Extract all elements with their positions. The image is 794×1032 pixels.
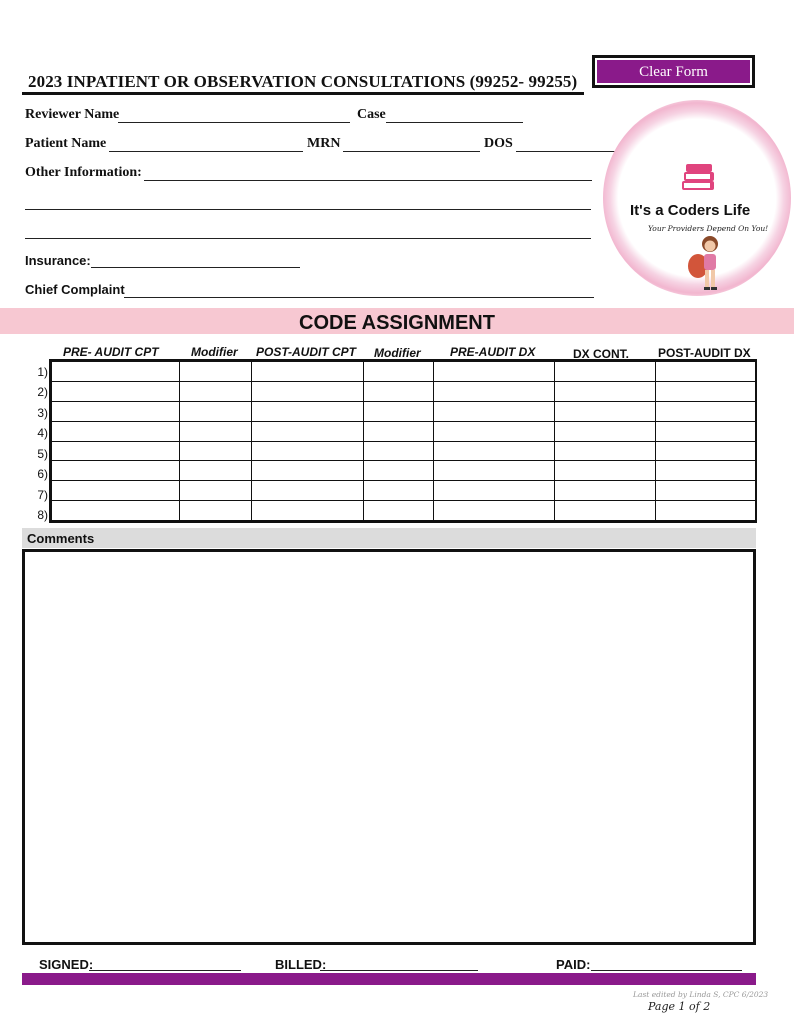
code-cell[interactable] (180, 381, 252, 401)
code-cell[interactable] (656, 481, 756, 501)
case-label: Case (357, 107, 386, 122)
code-cell[interactable] (252, 401, 364, 421)
code-cell[interactable] (555, 501, 656, 521)
code-cell[interactable] (180, 501, 252, 521)
code-cell[interactable] (434, 381, 555, 401)
code-assignment-grid (49, 359, 757, 523)
chief-complaint-label: Chief Complaint (25, 282, 125, 297)
other-information-label: Other Information: (25, 165, 142, 180)
chief-complaint-field[interactable] (124, 297, 594, 298)
code-cell[interactable] (656, 362, 756, 382)
code-cell[interactable] (555, 362, 656, 382)
col-modifier-2: Modifier (374, 346, 421, 360)
code-cell[interactable] (52, 481, 180, 501)
code-cell[interactable] (656, 401, 756, 421)
footer-bar (22, 973, 756, 985)
grid-row (52, 381, 756, 401)
code-cell[interactable] (180, 461, 252, 481)
row-number: 1) (37, 365, 48, 379)
code-cell[interactable] (555, 381, 656, 401)
title-divider (22, 92, 584, 95)
grid-row (52, 401, 756, 421)
code-cell[interactable] (52, 362, 180, 382)
row-number: 4) (37, 426, 48, 440)
grid-row (52, 362, 756, 382)
code-cell[interactable] (434, 421, 555, 441)
row-number: 2) (37, 385, 48, 399)
clear-form-label[interactable]: Clear Form (597, 60, 750, 83)
grid-row (52, 441, 756, 461)
other-information-line-3[interactable] (25, 238, 591, 239)
code-cell[interactable] (52, 461, 180, 481)
billed-field[interactable] (320, 970, 478, 971)
code-cell[interactable] (180, 441, 252, 461)
code-cell[interactable] (434, 481, 555, 501)
code-cell[interactable] (364, 421, 434, 441)
row-number: 7) (37, 488, 48, 502)
code-cell[interactable] (252, 381, 364, 401)
logo-name: It's a Coders Life (630, 202, 751, 219)
code-cell[interactable] (656, 461, 756, 481)
row-number: 6) (37, 467, 48, 481)
logo-tagline: Your Providers Depend On You! (648, 224, 769, 233)
row-number: 3) (37, 406, 48, 420)
col-pre-audit-dx: PRE-AUDIT DX (450, 345, 536, 359)
col-post-audit-cpt: POST-AUDIT CPT (256, 345, 357, 359)
code-cell[interactable] (434, 441, 555, 461)
page-number: Page 1 of 2 (648, 1000, 711, 1013)
code-cell[interactable] (555, 401, 656, 421)
clear-form-button[interactable] (592, 55, 755, 88)
row-number: 8) (37, 508, 48, 522)
code-cell[interactable] (252, 501, 364, 521)
code-cell[interactable] (180, 481, 252, 501)
code-cell[interactable] (555, 461, 656, 481)
case-field[interactable] (386, 122, 523, 123)
comments-label: Comments (27, 531, 95, 546)
code-cell[interactable] (364, 401, 434, 421)
code-cell[interactable] (252, 461, 364, 481)
code-cell[interactable] (364, 481, 434, 501)
dos-label: DOS (484, 136, 513, 151)
code-cell[interactable] (180, 362, 252, 382)
paid-field[interactable] (591, 970, 742, 971)
grid-row (52, 461, 756, 481)
row-number: 5) (37, 447, 48, 461)
reviewer-name-field[interactable] (118, 122, 350, 123)
mrn-label: MRN (307, 136, 341, 151)
form-title: 2023 INPATIENT OR OBSERVATION CONSULTATIONS (99252- 99255) (28, 72, 578, 91)
insurance-field[interactable] (91, 267, 300, 268)
code-cell[interactable] (252, 421, 364, 441)
billed-label: BILLED: (275, 957, 327, 972)
comments-header (22, 528, 756, 548)
code-cell[interactable] (52, 421, 180, 441)
reviewer-name-label: Reviewer Name (25, 107, 120, 122)
code-cell[interactable] (180, 401, 252, 421)
code-cell[interactable] (52, 381, 180, 401)
coder-avatar-icon (684, 234, 728, 294)
code-cell[interactable] (434, 461, 555, 481)
patient-name-label: Patient Name (25, 136, 107, 151)
col-dx-cont: DX CONT. (573, 347, 630, 361)
code-cell[interactable] (252, 481, 364, 501)
code-cell[interactable] (656, 501, 756, 521)
paid-label: PAID: (556, 957, 591, 972)
mrn-field[interactable] (343, 151, 480, 152)
books-icon (680, 163, 716, 193)
grid-row (52, 481, 756, 501)
other-information-line-2[interactable] (25, 209, 591, 210)
patient-name-field[interactable] (109, 151, 303, 152)
insurance-label: Insurance: (25, 253, 91, 268)
code-cell[interactable] (180, 421, 252, 441)
code-assignment-title: CODE ASSIGNMENT (299, 312, 495, 334)
last-edited-note: Last edited by Linda S, CPC 6/2023 (633, 990, 769, 999)
signed-label: SIGNED: (39, 957, 94, 972)
col-post-audit-dx: POST-AUDIT DX (658, 346, 751, 360)
code-cell[interactable] (364, 381, 434, 401)
code-cell[interactable] (656, 421, 756, 441)
code-cell[interactable] (434, 501, 555, 521)
code-cell[interactable] (656, 441, 756, 461)
code-cell[interactable] (555, 421, 656, 441)
grid-row (52, 421, 756, 441)
other-information-field[interactable] (144, 180, 592, 181)
code-cell[interactable] (364, 501, 434, 521)
code-cell[interactable] (364, 461, 434, 481)
code-cell[interactable] (252, 362, 364, 382)
code-cell[interactable] (52, 401, 180, 421)
signed-field[interactable] (89, 970, 241, 971)
grid-row (52, 501, 756, 521)
code-cell[interactable] (434, 401, 555, 421)
code-cell[interactable] (52, 501, 180, 521)
code-cell[interactable] (555, 481, 656, 501)
code-cell[interactable] (364, 362, 434, 382)
code-cell[interactable] (656, 381, 756, 401)
comments-textarea[interactable] (22, 549, 756, 945)
code-cell[interactable] (52, 441, 180, 461)
code-cell[interactable] (434, 362, 555, 382)
dos-field[interactable] (516, 151, 618, 152)
code-cell[interactable] (364, 441, 434, 461)
code-cell[interactable] (555, 441, 656, 461)
code-cell[interactable] (252, 441, 364, 461)
col-pre-audit-cpt: PRE- AUDIT CPT (63, 345, 159, 359)
col-modifier-1: Modifier (191, 345, 238, 359)
